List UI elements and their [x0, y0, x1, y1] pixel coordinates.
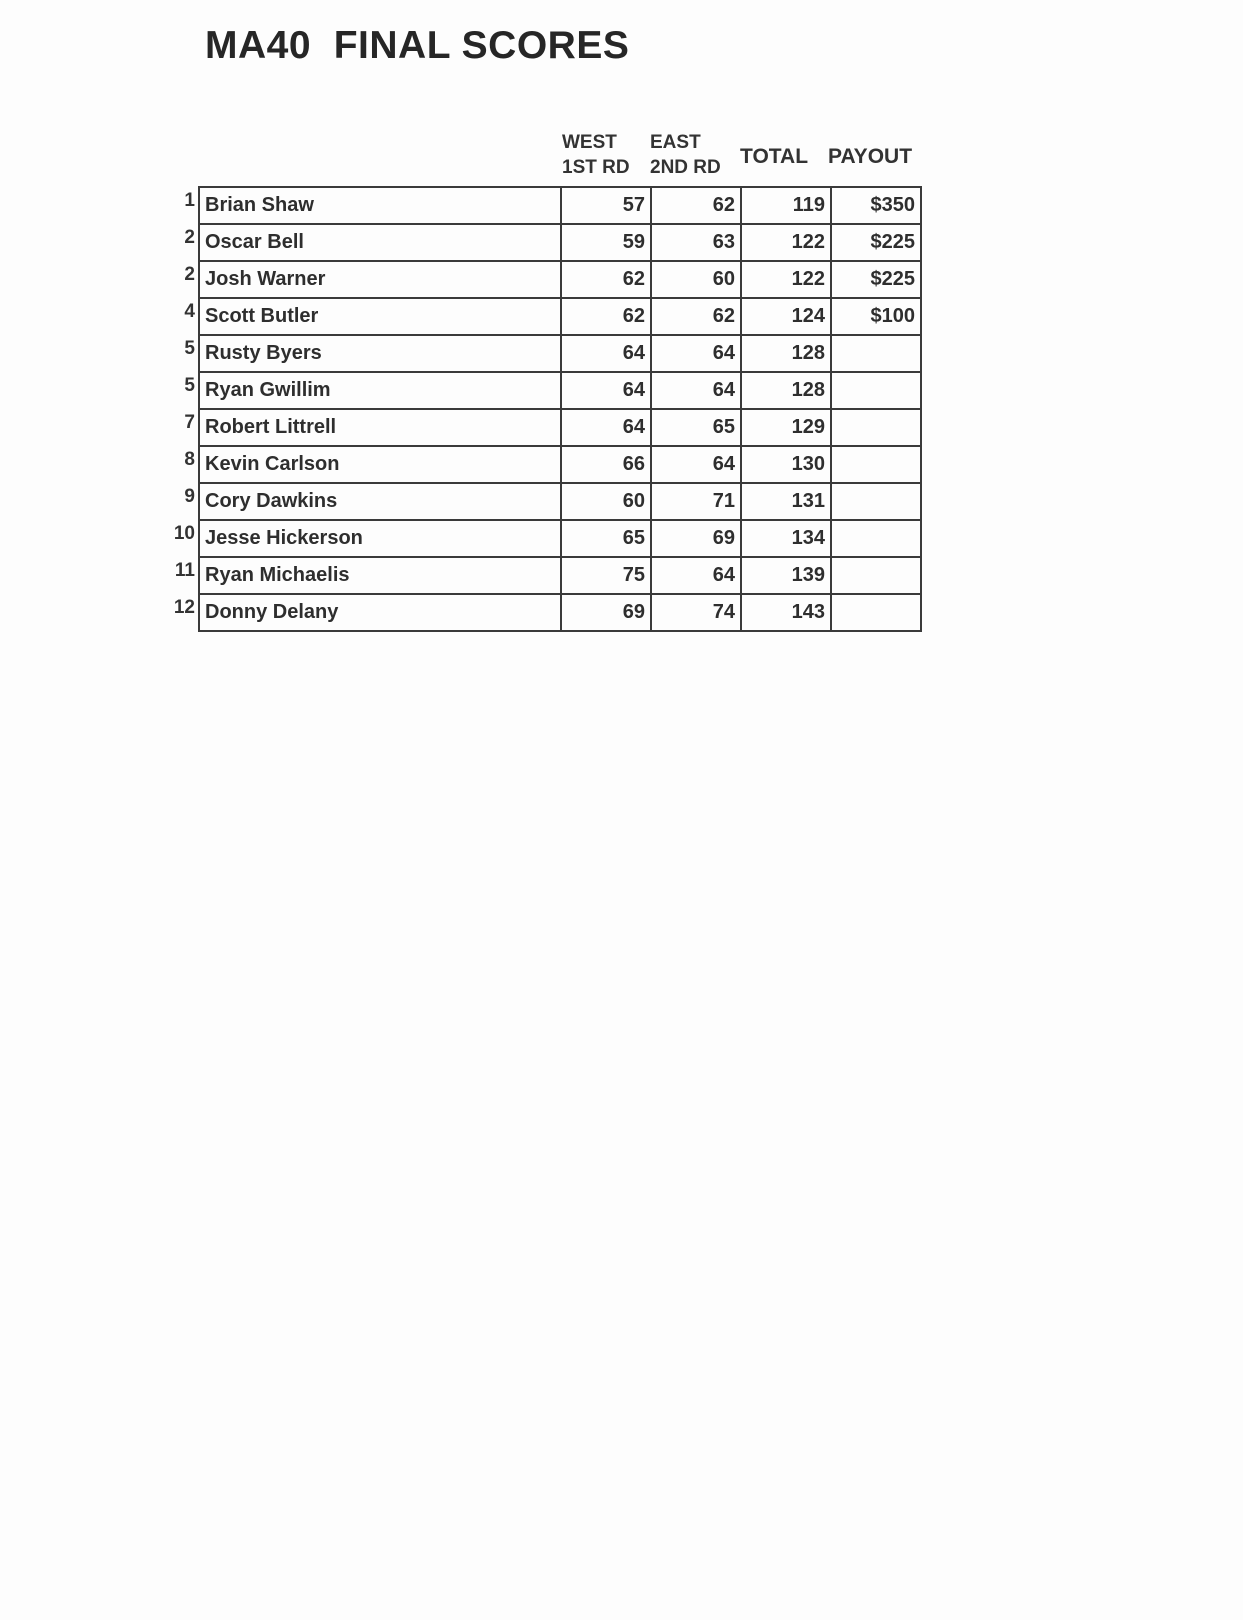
payout-cell	[831, 557, 921, 594]
column-header-2nd-rd-label: 2ND RD	[650, 157, 721, 178]
rank-number: 12	[173, 597, 195, 618]
column-header-west-label: WEST	[562, 132, 617, 153]
total-score-cell: 128	[741, 372, 831, 409]
east-2nd-round-score-cell: 62	[651, 187, 741, 224]
table-row	[199, 446, 921, 483]
total-score-cell: 119	[741, 187, 831, 224]
payout-cell	[831, 372, 921, 409]
east-2nd-round-score-cell: 71	[651, 483, 741, 520]
rank-number: 4	[184, 301, 195, 322]
west-1st-round-score-cell: 64	[561, 372, 651, 409]
total-score-cell: 129	[741, 409, 831, 446]
total-score-cell: 122	[741, 261, 831, 298]
east-2nd-round-score-cell: 64	[651, 372, 741, 409]
east-2nd-round-score-cell: 64	[651, 446, 741, 483]
payout-cell	[831, 335, 921, 372]
rank-number: 5	[184, 338, 195, 359]
total-score-cell: 124	[741, 298, 831, 335]
player-name-cell: Ryan Michaelis	[199, 557, 561, 594]
player-name-cell: Oscar Bell	[199, 224, 561, 261]
scores-table	[198, 186, 922, 632]
table-row	[199, 298, 921, 335]
payout-cell	[831, 594, 921, 631]
rank-number: 9	[184, 486, 195, 507]
table-row	[199, 372, 921, 409]
total-score-cell: 128	[741, 335, 831, 372]
column-header-1st-rd-label: 1ST RD	[562, 157, 630, 178]
west-1st-round-score-cell: 57	[561, 187, 651, 224]
total-score-cell: 122	[741, 224, 831, 261]
rank-number: 5	[184, 375, 195, 396]
table-row	[199, 520, 921, 557]
total-score-cell: 143	[741, 594, 831, 631]
rank-number: 7	[184, 412, 195, 433]
total-score-cell: 131	[741, 483, 831, 520]
east-2nd-round-score-cell: 74	[651, 594, 741, 631]
west-1st-round-score-cell: 75	[561, 557, 651, 594]
rank-number: 10	[173, 523, 195, 544]
player-name-cell: Kevin Carlson	[199, 446, 561, 483]
east-2nd-round-score-cell: 64	[651, 335, 741, 372]
rank-number: 2	[184, 227, 195, 248]
table-row	[199, 409, 921, 446]
rank-number: 8	[184, 449, 195, 470]
table-row	[199, 261, 921, 298]
east-2nd-round-score-cell: 69	[651, 520, 741, 557]
rank-number: 1	[184, 190, 195, 211]
payout-cell: $225	[831, 224, 921, 261]
scores-table-body	[199, 187, 921, 631]
east-2nd-round-score-cell: 64	[651, 557, 741, 594]
player-name-cell: Robert Littrell	[199, 409, 561, 446]
total-score-cell: 130	[741, 446, 831, 483]
table-row	[199, 594, 921, 631]
west-1st-round-score-cell: 69	[561, 594, 651, 631]
east-2nd-round-score-cell: 65	[651, 409, 741, 446]
payout-cell	[831, 409, 921, 446]
table-row	[199, 557, 921, 594]
table-row	[199, 483, 921, 520]
payout-cell: $225	[831, 261, 921, 298]
total-score-cell: 139	[741, 557, 831, 594]
player-name-cell: Brian Shaw	[205, 194, 314, 216]
player-name-cell: Donny Delany	[199, 594, 561, 631]
payout-cell: $100	[831, 298, 921, 335]
payout-cell: $350	[831, 187, 921, 224]
table-row	[199, 335, 921, 372]
player-name-cell: Josh Warner	[199, 261, 561, 298]
player-name-cell: Scott Butler	[199, 298, 561, 335]
total-score-cell: 134	[741, 520, 831, 557]
west-1st-round-score-cell: 65	[561, 520, 651, 557]
west-1st-round-score-cell: 64	[561, 409, 651, 446]
west-1st-round-score-cell: 62	[561, 298, 651, 335]
east-2nd-round-score-cell: 62	[651, 298, 741, 335]
rank-number: 2	[184, 264, 195, 285]
player-name-cell: Ryan Gwillim	[199, 372, 561, 409]
page-title: MA40 FINAL SCORES	[205, 24, 630, 67]
payout-cell	[831, 446, 921, 483]
east-2nd-round-score-cell: 60	[651, 261, 741, 298]
west-1st-round-score-cell: 59	[561, 224, 651, 261]
column-header-total: TOTAL	[740, 145, 809, 168]
west-1st-round-score-cell: 62	[561, 261, 651, 298]
column-header-east-label: EAST	[650, 132, 701, 153]
player-name-cell: Cory Dawkins	[199, 483, 561, 520]
payout-cell	[831, 483, 921, 520]
player-name-cell: Jesse Hickerson	[199, 520, 561, 557]
column-header-payout: PAYOUT	[828, 145, 913, 168]
column-header-east-2nd-round	[650, 130, 721, 180]
player-name-cell: Rusty Byers	[199, 335, 561, 372]
table-row	[199, 224, 921, 261]
column-header-west-1st-round	[562, 130, 630, 180]
rank-number: 11	[174, 560, 195, 581]
east-2nd-round-score-cell: 63	[651, 224, 741, 261]
west-1st-round-score-cell: 64	[561, 335, 651, 372]
west-1st-round-score-cell: 60	[561, 483, 651, 520]
west-1st-round-score-cell: 66	[561, 446, 651, 483]
payout-cell	[831, 520, 921, 557]
table-row	[199, 187, 921, 224]
rank-column	[160, 187, 195, 631]
